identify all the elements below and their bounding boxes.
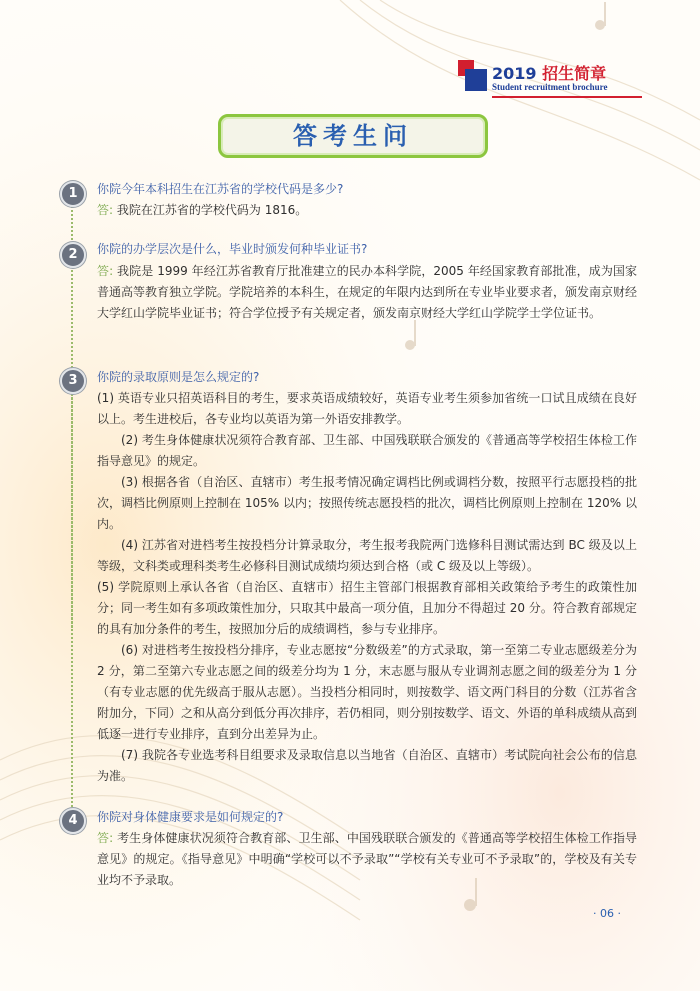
- brand-year: 2019: [492, 64, 537, 83]
- answer-item: (2) 考生身体健康状况须符合教育部、卫生部、中国残联联合颁发的《普通高等学校招生体检工作指导意见》的规定。: [97, 433, 637, 468]
- answer-item: (3) 根据各省（自治区、直辖市）考生报考情况确定调档比例或调档分数，按照平行志愿投档的批次，调档比例原则上控制在 105% 以内；按照传统志愿投档的批次，调档比例原则上控制在 120% 以内。: [97, 475, 637, 531]
- answer-text: 我院是 1999 年经江苏省教育厅批准建立的民办本科学院，2005 年经国家教育部批准，成为国家普通高等教育独立学院。学院培养的本科生，在规定的年限内达到所在专业毕业要求者，颁发南京财经大学红山学院毕业证书；符合学位授予有关规定者，颁发南京财经大学红山学院学士学位证书。: [97, 264, 638, 320]
- answer-text: 我院在江苏省的学校代码为 1816。: [116, 203, 308, 217]
- answer-paragraph: [97, 200, 637, 221]
- answer-item: (4) 江苏省对进档考生按投档分计算录取分，考生报考我院两门选修科目测试需达到 BC 级及以上等级，文科类或理科类考生必修科目测试成绩均须达到合格（或 C 级及以上等级）。: [97, 538, 637, 573]
- brand-header: [458, 60, 648, 100]
- answer-label: 答:: [97, 203, 114, 217]
- answer-paragraph: [97, 828, 637, 891]
- question-text: 你院的办学层次是什么，毕业时颁发何种毕业证书?: [97, 242, 368, 256]
- answer-paragraph: [97, 261, 637, 324]
- timeline-line: [71, 390, 73, 815]
- brand-underline: [492, 96, 642, 98]
- brand-logo-blue-square: [465, 69, 487, 91]
- question-text: 你院的录取原则是怎么规定的?: [97, 370, 260, 384]
- brand-title: [492, 61, 606, 84]
- page-number: · 06 ·: [593, 907, 621, 920]
- answer-item: (1) 英语专业只招英语科目的考生，要求英语成绩较好，英语专业考生须参加省统一口试且成绩在良好以上。考生进校后，各专业均以英语为第一外语安排教学。: [97, 391, 637, 426]
- answer-item: (6) 对进档考生按投档分排序，专业志愿按“分数级差”的方式录取，第一至第二专业志愿级差分为 2 分，第二至第六专业志愿之间的级差分均为 1 分，末志愿与服从专业调剂志愿之间的级差分为 1 分（有专业志愿的优先级高于服从志愿）。当投档分相同时，则按数学、语文两门科目的分数（江苏省含附加分，下同）之和从高分到低分再次排序，若仍相同，则分别按数学、语文、外语的单科成绩从高到低逐一进行专业排序，直到分出差异为止。: [97, 643, 638, 741]
- question-text: 你院对身体健康要求是如何规定的?: [97, 810, 284, 824]
- section-title-banner: 答考生问: [218, 114, 488, 158]
- question-number-badge: 3: [60, 368, 86, 394]
- brand-subtitle: Student recruitment brochure: [492, 82, 608, 92]
- answer-list: [97, 388, 637, 787]
- question-number-badge: 4: [60, 808, 86, 834]
- question-number-badge: 1: [60, 181, 86, 207]
- answer-text: 考生身体健康状况须符合教育部、卫生部、中国残联联合颁发的《普通高等学校招生体检工作指导意见》的规定。《指导意见》中明确“学校可以不予录取”“学校有关专业可不予录取”的，学校及有关专业均不予录取。: [97, 831, 637, 887]
- answer-item: (7) 我院各专业选考科目组要求及录取信息以当地省（自治区、直辖市）考试院向社会公布的信息为准。: [97, 748, 637, 783]
- answer-label: 答:: [97, 831, 114, 845]
- answer-label: 答:: [97, 264, 114, 278]
- brand-title-text: 招生简章: [542, 64, 607, 83]
- answer-item: (5) 学院原则上承认各省（自治区、直辖市）招生主管部门根据教育部相关政策给予考生的政策性加分；同一考生如有多项政策性加分，只取其中最高一项分值，且加分不得超过 20 分。符合教育部规定的具有加分条件的考生，按照加分后的成绩调档，参与专业排序。: [97, 580, 637, 636]
- question-number-badge: 2: [60, 242, 86, 268]
- question-text: 你院今年本科招生在江苏省的学校代码是多少?: [97, 182, 344, 196]
